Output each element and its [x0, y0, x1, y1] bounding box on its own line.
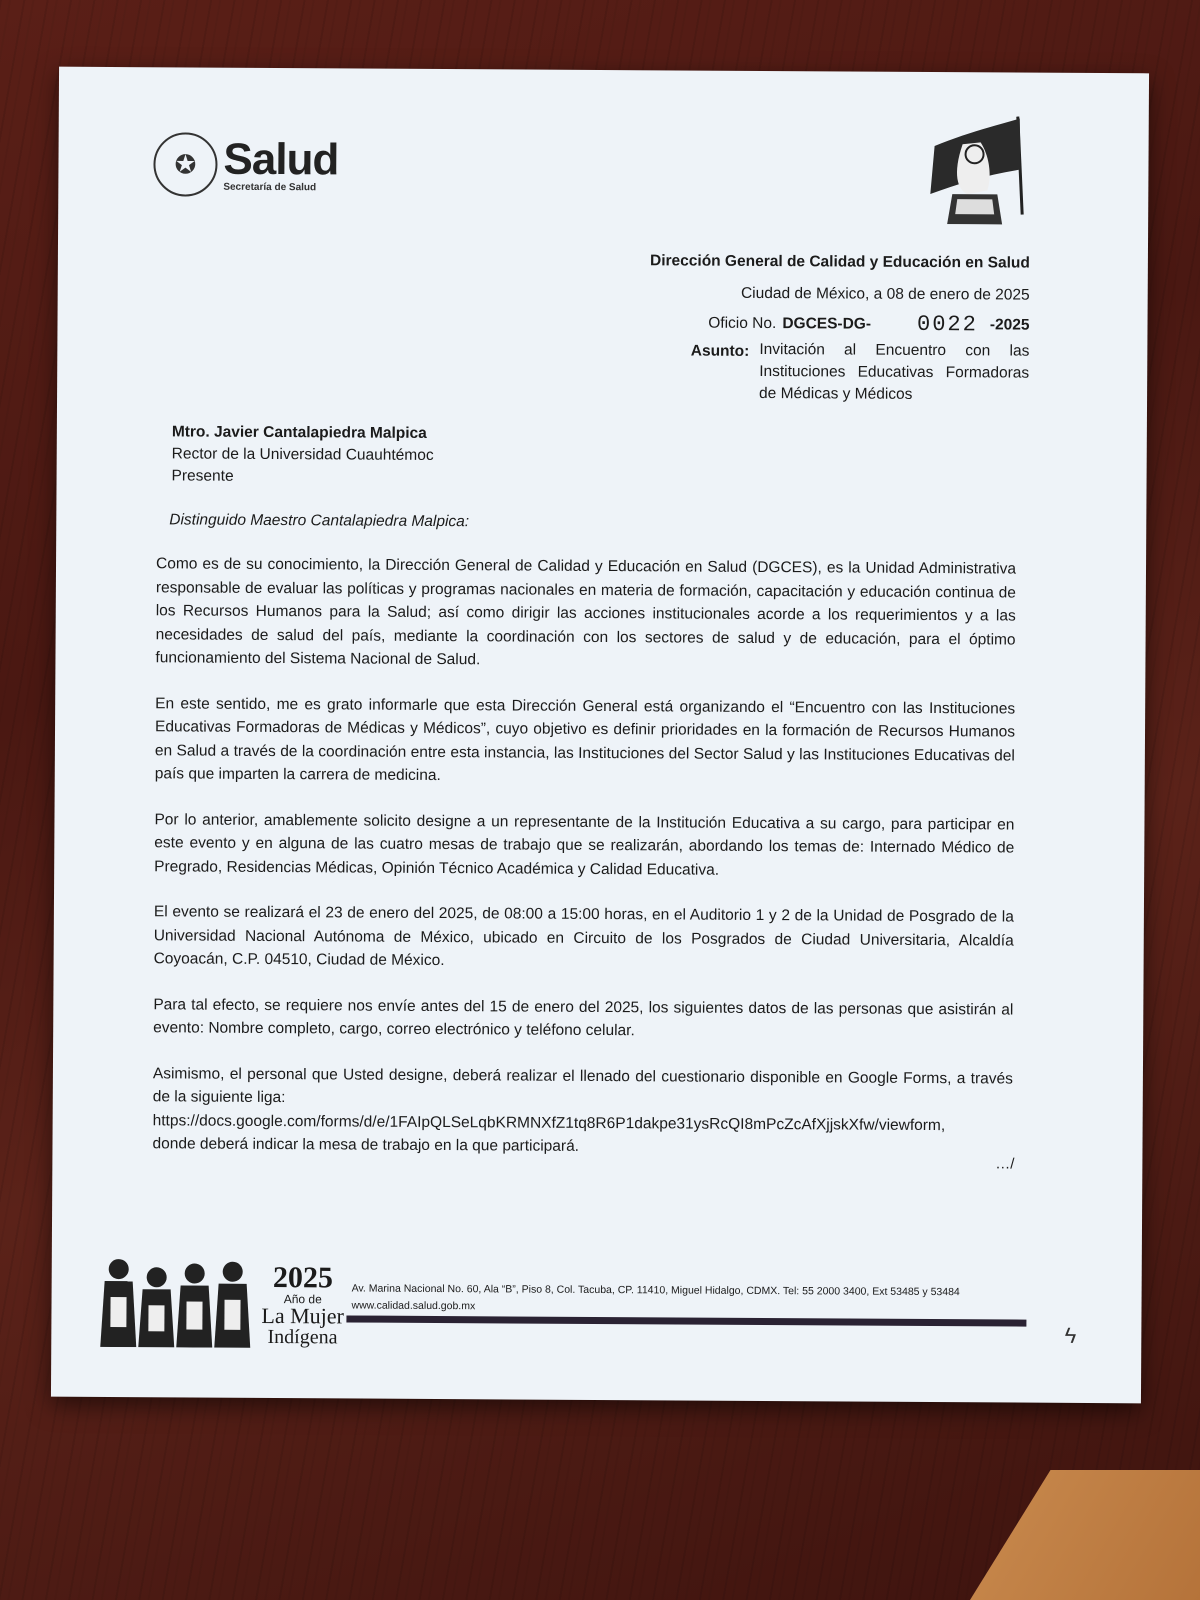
paragraph: Para tal efecto, se requiere nos envíe antes del 15 de enero del 2025, los siguientes datos de las personas que asistirán al evento: Nombre completo, cargo, correo electrónico y teléfono celular.	[153, 995, 1014, 1040]
letter-header	[649, 248, 1030, 406]
recipient-name: Mtro. Javier Cantalapiedra Malpica	[171, 423, 427, 442]
logo-title: Salud	[223, 134, 339, 184]
recipient-block	[172, 421, 434, 489]
letter-page	[51, 67, 1149, 1404]
paragraph-text: Asimismo, el personal que Usted designe, deberá realizar el llenado del cuestionario disponible en Google Forms, a través de la siguiente liga:	[152, 1064, 1013, 1107]
asunto-block	[649, 338, 1029, 406]
recipient-position: Rector de la Universidad Cuauhtémoc	[171, 445, 434, 464]
year-line4: Indígena	[267, 1325, 338, 1349]
direction-title: Dirección General de Calidad y Educación en Salud	[649, 252, 1030, 272]
footer-website[interactable]: www.calidad.salud.gob.mx	[351, 1299, 476, 1313]
asunto-text: Invitación al Encuentro con las Instituciones Educativas Formadoras de Médicas y Médicos	[759, 340, 1030, 403]
oficio-prefix: Oficio No.	[708, 314, 777, 333]
oficio-suffix: -2025	[989, 316, 1030, 334]
paragraph: Como es de su conocimiento, la Dirección General de Calidad y Educación en Salud (DGCES), es la Unidad Administrativa responsable de evaluar las políticas y programas nacionales en materia de formación, capacitación y educación continua de los Recursos Humanos para la Salud; así como dirigir las acciones institucionales acorde a los requerimientos y a las necesidades de salud del país, mediante la coordinación con los sectores de salud y de educación, para el óptimo funcionamiento del Sistema Nacional de Salud.	[155, 555, 1017, 669]
link-tail-text: donde deberá indicar la mesa de trabajo en la que participará.	[152, 1135, 580, 1155]
mexican-seal-icon: ✪	[153, 132, 217, 196]
year-line2: Año de	[283, 1292, 322, 1307]
year-number: 2025	[272, 1261, 334, 1295]
date-line: Ciudad de México, a 08 de enero de 2025	[740, 284, 1030, 304]
oficio-number: 0022	[916, 311, 978, 338]
footer-address: Av. Marina Nacional No. 60, Ala “B”, Piso 8, Col. Tacuba, CP. 11410, Miguel Hidalgo, CDMX. Tel: 55 2000 3400, Ext 53485 y 53484	[351, 1282, 960, 1299]
oficio-code: DGCES-DG-	[782, 315, 872, 333]
paragraph: El evento se realizará el 23 de enero del 2025, de 08:00 a 15:00 horas, en el Auditorio 1 y 2 de la Unidad de Posgrado de la Universidad Nacional Autónoma de México, ubicado en Circuito de los Posgrados de Ciudad Universitaria, Alcaldía Coyoacán, C.P. 04510, Ciudad de México.	[153, 903, 1014, 970]
salud-logo	[153, 132, 338, 197]
asunto-label: Asunto:	[690, 342, 750, 360]
footer-address-block	[351, 1280, 959, 1318]
flag-woman-illustration	[922, 114, 1031, 225]
recipient-presente: Presente	[171, 467, 234, 485]
paragraph: En este sentido, me es grato informarle que esta Dirección General está organizando el “Encuentro con las Instituciones Educativas Formadoras de Médicas y Médicos”, cuyo objetivo es definir prioridades en la formación de Recursos Humanos en Salud a través de la coordinación entre esta instancia, las Instituciones del Sector Salud y las Instituciones Educativas del país que imparten la carrera de medicina.	[154, 694, 1016, 785]
logo-subtitle: Secretaría de Salud	[223, 181, 317, 193]
year-line3: La Mujer	[261, 1302, 344, 1329]
signature-mark-icon: ϟ	[1064, 1322, 1077, 1348]
letter-body	[152, 552, 1016, 1161]
paragraph	[152, 1062, 1013, 1161]
paragraph: Por lo anterior, amablemente solicito designe a un representante de la Institución Educativa a su cargo, para participar en este evento y en alguna de las cuatro mesas de trabajo que se realizarán, abordando los temas de: Internado Médico de Pregrado, Residencias Médicas, Opinión Técnico Académica y Calidad Educativa.	[154, 810, 1015, 879]
indigenous-women-illustration	[96, 1247, 257, 1348]
oficio-line	[708, 311, 1029, 339]
form-link[interactable]: https://docs.google.com/forms/d/e/1FAIpQLSeLqbKRMNXfZ1tq8R6P1dakpe31ysRcQI8mPcZcAfXjjskXfw/viewform,	[152, 1111, 946, 1134]
year-of-indigenous-woman	[261, 1263, 344, 1348]
continuation-mark: …/	[995, 1155, 1015, 1173]
greeting: Distinguido Maestro Cantalapiedra Malpica:	[169, 511, 470, 531]
